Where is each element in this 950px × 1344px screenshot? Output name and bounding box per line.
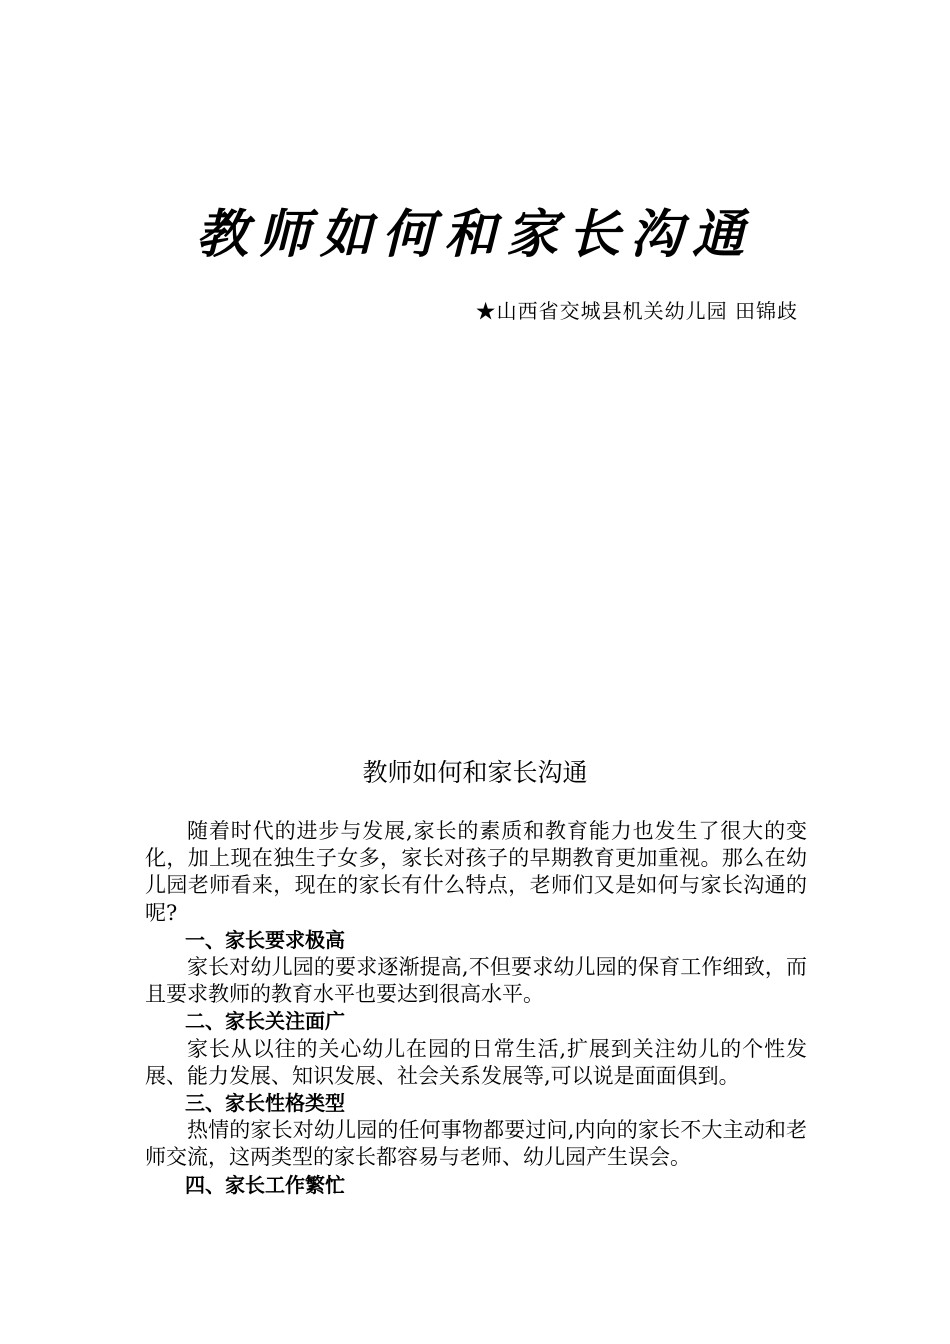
section-text-2: 家长从以往的关心幼儿在园的日常生活,扩展到关注幼儿的个性发展、能力发展、知识发展、社会关系发展等,可以说是面面俱到。: [145, 1036, 807, 1088]
section-heading-2: 二、家长关注面广: [185, 1009, 345, 1034]
section-heading-3: 三、家长性格类型: [185, 1091, 345, 1116]
section-text-3: 热情的家长对幼儿园的任何事物都要过问,内向的家长不大主动和老师交流，这两类型的家长都容易与老师、幼儿园产生误会。: [145, 1118, 807, 1170]
article-body: [145, 818, 807, 1199]
intro-paragraph: 随着时代的进步与发展,家长的素质和教育能力也发生了很大的变化，加上现在独生子女多，家长对孩子的早期教育更加重视。那么在幼儿园老师看来，现在的家长有什么特点，老师们又是如何与家长沟通的呢?: [145, 819, 807, 925]
section-heading-4: 四、家长工作繁忙: [185, 1172, 345, 1197]
article-title: 教师如何和家长沟通: [362, 758, 588, 787]
cover-title: 教师如何和家长沟通: [195, 204, 754, 265]
section-text-1: 家长对幼儿园的要求逐渐提高,不但要求幼儿园的保育工作细致，而且要求教师的教育水平也要达到很高水平。: [145, 955, 807, 1007]
section-heading-1: 一、家长要求极高: [185, 927, 345, 952]
cover-author-line: ★山西省交城县机关幼儿园 田锦歧: [475, 299, 798, 323]
